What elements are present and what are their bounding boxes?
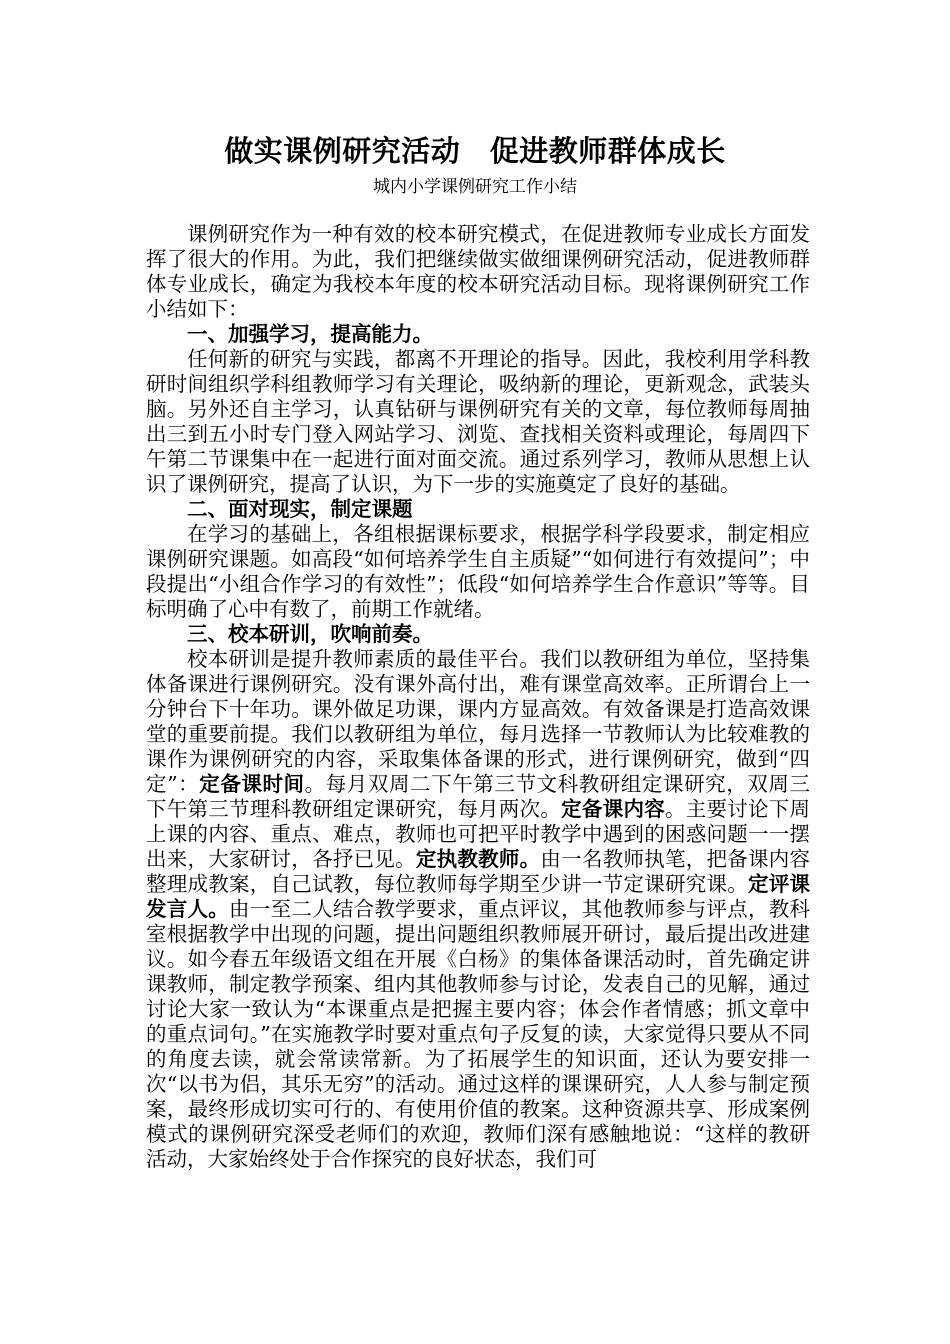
- keyword-prep-time: 定备课时间: [199, 772, 305, 796]
- page-subtitle: 城内小学课例研究工作小结: [373, 177, 577, 197]
- document-body: [146, 222, 810, 1172]
- page-title: 做实课例研究活动 促进教师群体成长: [224, 134, 726, 168]
- keyword-teaching-teacher: 定执教教师。: [415, 847, 541, 871]
- section-3-text-1: 校本研训是提升教师素质的最佳平台。我们以教研组为单位，坚持集体备课进行课例研究。没有课外高付出，难有课堂高效率。正所谓台上一分钟台下十年功。课外做足功课，课内方显高效。有效备课是打造高效课堂的重要前提。我们以教研组为单位，每月选择一节教师认为比较难教的课作为课例研究的内容，采取集体备课的形式，进行课例研究，做到“四定”：: [146, 647, 810, 796]
- section-body-1: 任何新的研究与实践，都离不开理论的指导。因此，我校利用学科教研时间组织学科组教师学习有关理论，吸纳新的理论，更新观念，武装头脑。另外还自主学习，认真钻研与课例研究有关的文章，每位教师每周抽出三到五小时专门登入网站学习、浏览、查找相关资料或理论，每周四下午第二节课集中在一起进行面对面交流。通过系列学习，教师从思想上认识了课例研究，提高了认识，为下一步的实施奠定了良好的基础。: [146, 347, 810, 496]
- section-heading-2: 二、面对现实，制定课题: [187, 497, 413, 521]
- section-3-text-5: 由一至二人结合教学要求，重点评议，其他教师参与评点，教科室根据教学中出现的问题，提出问题组织教师展开研讨，最后提出改进建议。如今春五年级语文组在开展《白杨》的集体备课活动时，首先确定讲课教师，制定教学预案、组内其他教师参与讨论，发表自己的见解，通过讨论大家一致认为“本课重点是把握主要内容；体会作者情感；抓文章中的重点词句。”在实施教学时要对重点句子反复的读，大家觉得只要从不同的角度去读，就会常读常新。为了拓展学生的知识面，还认为要安排一次“以书为侣，其乐无穷”的活动。通过这样的课课研究，人人参与制定预案，最终形成切实可行的、有使用价值的教案。这种资源共享、形成案例模式的课例研究深受老师们的欢迎，教师们深有感触地说：“这样的教研活动，大家始终处于合作探究的良好状态，我们可: [146, 897, 811, 1171]
- section-heading-3: 三、校本研训，吹响前奏。: [187, 622, 433, 646]
- keyword-review-speaker: 定评课发言人。: [146, 872, 811, 921]
- section-3-text-3: 。主要讨论下周上课的内容、重点、难点，教师也可把平时教学中遇到的困惑问题一一摆出来，大家研讨，各抒已见。: [146, 797, 811, 871]
- intro-paragraph: 课例研究作为一种有效的校本研究模式，在促进教师专业成长方面发挥了很大的作用。为此，我们把继续做实做细课例研究活动，促进教师群体专业成长，确定为我校本年度的校本研究活动目标。现将课例研究工作小结如下：: [146, 222, 810, 321]
- section-body-2: 在学习的基础上，各组根据课标要求，根据学科学段要求，制定相应课例研究课题。如高段“如何培养学生自主质疑”“如何进行有效提问”；中段提出“小组合作学习的有效性”；低段“如何培养学生合作意识”等等。目标明确了心中有数了，前期工作就绪。: [146, 522, 810, 621]
- section-heading-1: 一、加强学习，提高能力。: [187, 322, 433, 346]
- section-3-text-4: 由一名教师执笔，把备课内容整理成教案，自己试教，每位教师每学期至少讲一节定课研究课。: [146, 847, 811, 896]
- section-body-3: [146, 647, 810, 1172]
- keyword-prep-content: 定备课内容: [561, 797, 665, 821]
- section-3-text-2: 。每月双周二下午第三节文科教研组定课研究，双周三下午第三节理科教研组定课研究，每月两次。: [146, 772, 811, 821]
